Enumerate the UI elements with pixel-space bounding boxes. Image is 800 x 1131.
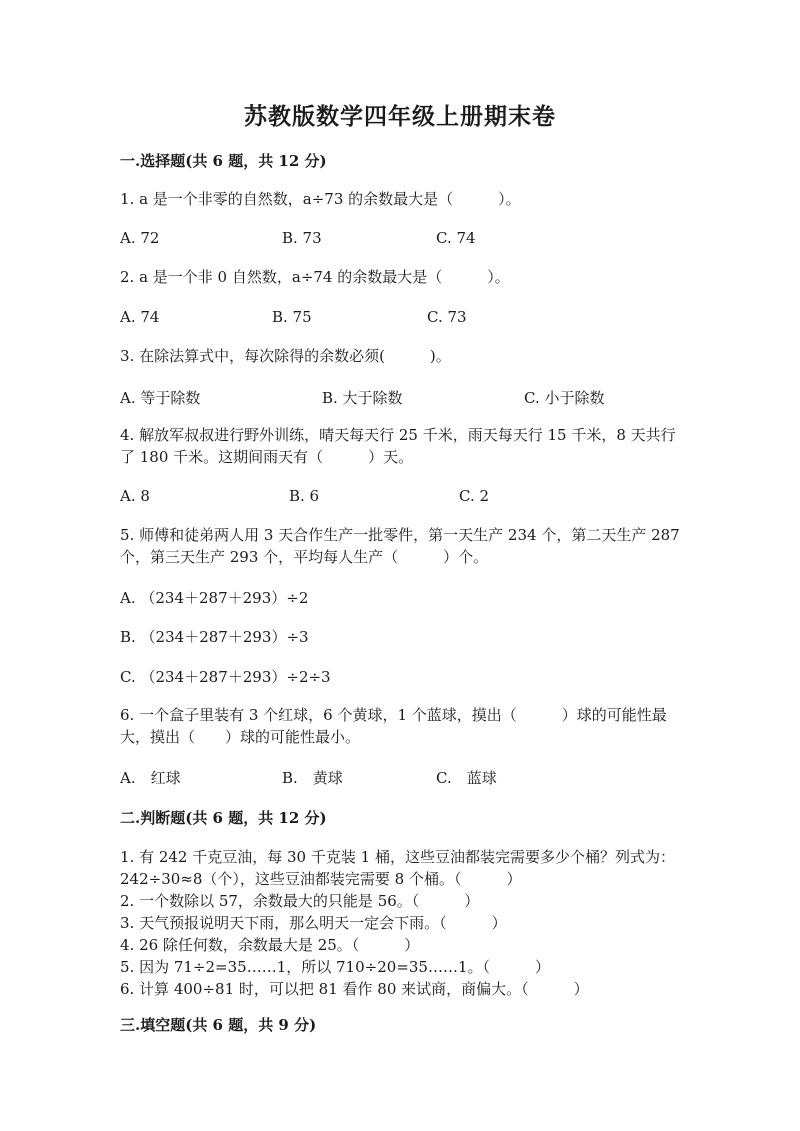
question-6-text: 6. 一个盒子里装有 3 个红球，6 个黄球，1 个蓝球，摸出（ ）球的可能性最大，摸出（ ）球的可能性最小。 <box>120 706 667 746</box>
question-4-option-a: A. 8 <box>120 487 150 505</box>
true-false-item-4: 4. 26 除任何数，余数最大是 25。（ ） <box>120 936 420 954</box>
true-false-item-3: 3. 天气预报说明天下雨，那么明天一定会下雨。（ ） <box>120 914 507 932</box>
question-3-option-a: A. 等于除数 <box>120 389 201 407</box>
question-2-option-b: B. 75 <box>272 308 312 326</box>
page-title: 苏教版数学四年级上册期末卷 <box>244 103 556 130</box>
question-2-option-c: C. 73 <box>427 308 467 326</box>
question-5-option-a: A. （234＋287＋293）÷2 <box>120 589 309 607</box>
question-6-option-b: B. 黄球 <box>282 769 343 787</box>
section-header-true-false: 二.判断题(共 6 题，共 12 分) <box>120 809 327 827</box>
question-5-option-c: C. （234＋287＋293）÷2÷3 <box>120 668 331 686</box>
question-4-option-b: B. 6 <box>289 487 320 505</box>
question-5-option-b: B. （234＋287＋293）÷3 <box>120 628 309 646</box>
section-header-choice: 一.选择题(共 6 题，共 12 分) <box>120 152 327 170</box>
question-1-option-b: B. 73 <box>282 229 322 247</box>
question-2-option-a: A. 74 <box>120 308 160 326</box>
question-2-text: 2. a 是一个非 0 自然数，a÷74 的余数最大是（ ）。 <box>120 268 510 286</box>
question-4-option-c: C. 2 <box>459 487 490 505</box>
question-4-text: 4. 解放军叔叔进行野外训练，晴天每天行 25 千米，雨天每天行 15 千米，8 天共行了 180 千米。这期间雨天有（ ）天。 <box>120 426 676 466</box>
true-false-item-5: 5. 因为 71÷2=35……1，所以 710÷20=35……1。（ ） <box>120 958 550 976</box>
question-3-option-b: B. 大于除数 <box>322 389 403 407</box>
question-1-option-c: C. 74 <box>436 229 476 247</box>
true-false-item-6: 6. 计算 400÷81 时，可以把 81 看作 80 来试商，商偏大。（ ） <box>120 980 589 998</box>
question-6-option-c: C. 蓝球 <box>436 769 497 787</box>
question-3-option-c: C. 小于除数 <box>524 389 605 407</box>
question-1-option-a: A. 72 <box>120 229 160 247</box>
question-1-text: 1. a 是一个非零的自然数，a÷73 的余数最大是（ ）。 <box>120 190 521 208</box>
true-false-list <box>120 846 680 1000</box>
true-false-item-1: 1. 有 242 千克豆油，每 30 千克装 1 桶，这些豆油都装完需要多少个桶？列式为：242÷30≈8（个），这些豆油都装完需要 8 个桶。（ ） <box>120 848 675 888</box>
section-header-fill-in: 三.填空题(共 6 题，共 9 分) <box>120 1016 317 1034</box>
question-6-option-a: A. 红球 <box>120 769 181 787</box>
question-3-text: 3. 在除法算式中，每次除得的余数必须( )。 <box>120 347 451 365</box>
question-5-text: 5. 师傅和徒弟两人用 3 天合作生产一批零件，第一天生产 234 个，第二天生产 287 个，第三天生产 293 个，平均每人生产（ ）个。 <box>120 526 680 566</box>
true-false-item-2: 2. 一个数除以 57，余数最大的只能是 56。（ ） <box>120 892 480 910</box>
